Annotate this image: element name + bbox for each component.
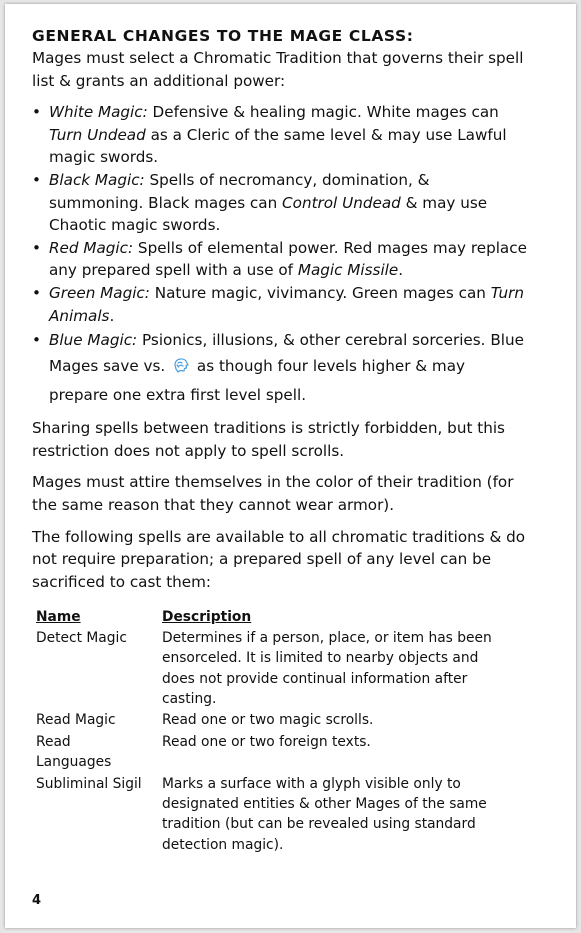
spell-name: Detect Magic [36, 629, 127, 646]
mind-save-icon [172, 356, 190, 382]
table-row [36, 628, 514, 711]
spell-name: Read Magic [36, 712, 116, 729]
tradition-text: Spells of elemental power. Red mages may replace any prepared spell with a use of [49, 238, 527, 280]
spell-description: Read one or two magic scrolls. [162, 712, 374, 729]
bullet-icon: • [32, 283, 41, 302]
tradition-text: Nature magic, vivimancy. Green mages can [149, 283, 491, 302]
bullet-icon: • [32, 170, 41, 189]
document-page [5, 4, 576, 928]
tradition-power: Turn Animals [49, 283, 525, 325]
table-header-row [36, 607, 514, 627]
section-heading: GENERAL CHANGES TO THE MAGE CLASS: [32, 27, 414, 45]
tradition-item-white [32, 101, 527, 169]
page-content [32, 26, 527, 856]
page-number: 4 [32, 893, 42, 908]
tradition-text: Spells of necromancy, domination, & summoning. Black mages can [49, 170, 430, 212]
bullet-icon: • [32, 238, 41, 257]
tradition-item-black [32, 169, 527, 237]
spell-table [36, 607, 514, 856]
tradition-text: Defensive & healing magic. White mages can [147, 103, 499, 122]
tradition-name: Blue Magic: [49, 331, 138, 350]
spell-description: Marks a surface with a glyph visible only to designated entities & other Mages of the same tradition (but can be revealed using standard detection magic). [162, 775, 487, 853]
tradition-item-blue [32, 327, 527, 408]
intro-paragraph: Mages must select a Chromatic Tradition that governs their spell list & grants an additional power: [32, 49, 524, 90]
bullet-icon: • [32, 331, 41, 350]
tradition-item-red [32, 237, 527, 282]
table-row [36, 774, 514, 857]
body-paragraph: Mages must attire themselves in the color of their tradition (for the same reason that they cannot wear armor). [32, 473, 514, 514]
spell-name: Subliminal Sigil [36, 775, 142, 792]
tradition-name: Green Magic: [49, 283, 150, 302]
tradition-text: . [398, 261, 404, 280]
tradition-text: as though four levels higher & may prepare one extra first level spell. [49, 357, 466, 405]
column-header-description: Description [162, 609, 252, 626]
spell-name: Read Languages [36, 733, 112, 771]
tradition-name: Red Magic: [49, 238, 134, 257]
table-row [36, 732, 514, 774]
tradition-text: & may use Chaotic magic swords. [49, 193, 488, 235]
tradition-power: Turn Undead [49, 125, 146, 144]
body-paragraph: Sharing spells between traditions is strictly forbidden, but this restriction does not apply to spell scrolls. [32, 419, 505, 460]
tradition-text: Psionics, illusions, & other cerebral sorceries. Blue Mages save vs. [49, 331, 524, 376]
tradition-power: Magic Missile [297, 261, 399, 280]
body-paragraph: The following spells are available to all chromatic traditions & do not require preparation; a prepared spell of any level can be sacrificed to cast them: [32, 527, 526, 591]
tradition-power: Control Undead [282, 193, 401, 212]
bullet-icon: • [32, 103, 41, 122]
table-row [36, 710, 514, 731]
tradition-text: . [109, 306, 115, 325]
column-header-name: Name [36, 609, 81, 626]
tradition-item-green [32, 282, 527, 327]
spell-description: Read one or two foreign texts. [162, 733, 371, 750]
tradition-text: as a Cleric of the same level & may use Lawful magic swords. [49, 125, 507, 167]
tradition-name: Black Magic: [49, 170, 145, 189]
tradition-name: White Magic: [49, 103, 148, 122]
spell-description: Determines if a person, place, or item has been ensorceled. It is limited to nearby objects and does not provide continual information after casting. [162, 629, 492, 707]
tradition-list [32, 101, 527, 408]
